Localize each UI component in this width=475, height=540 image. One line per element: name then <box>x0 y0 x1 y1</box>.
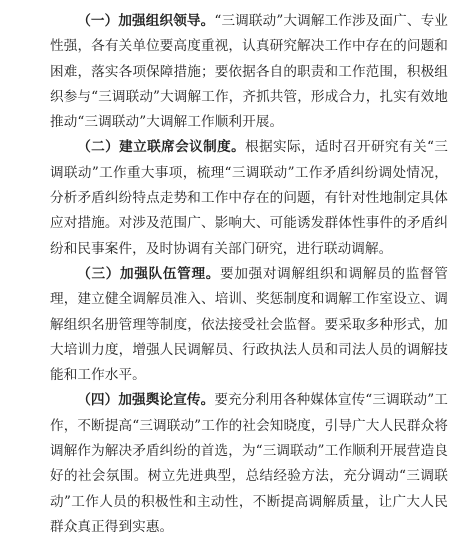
section-2-body: 根据实际，适时召开研究有关“三调联动”工作重大事项，梳理“三调联动”工作矛盾纠纷调处情况，分析矛盾纠纷特点走势和工作中存在的问题，有针对性地制定具体应对措施。对涉及范围广、影响大、可能诱发群体性事件的矛盾纠纷和民事案件，及时协调有关部门研究，进行联动调解。 <box>50 139 448 257</box>
section-2-heading: （二）建立联席会议制度。 <box>77 139 246 156</box>
document-page <box>50 9 448 540</box>
section-3 <box>50 262 448 388</box>
section-4-heading: （四）加强舆论宣传。 <box>77 392 215 409</box>
section-1 <box>50 9 448 135</box>
section-1-heading: （一）加强组织领导。 <box>77 13 215 29</box>
section-4 <box>50 388 448 540</box>
section-2 <box>50 135 448 261</box>
section-3-body: 要加强对调解组织和调解员的监督管理，建立健全调解员准入、培训、奖惩制度和调解工作室设立、调解组织名册管理等制度，依法接受社会监督。要采取多种形式，加大培训力度，增强人民调解员、行政执法人员和司法人员的调解技能和工作水平。 <box>50 265 448 384</box>
section-1-body: “三调联动”大调解工作涉及面广、专业性强，各有关单位要高度重视，认真研究解决工作中存在的问题和困难，落实各项保障措施；要依据各自的职责和工作范围，积极组织参与“三调联动”大调解工作，齐抓共管，形成合力，扎实有效地推动“三调联动”大调解工作顺利开展。 <box>50 13 448 131</box>
section-3-heading: （三）加强队伍管理。 <box>77 265 221 282</box>
section-4-body: 要充分利用各种媒体宣传“三调联动”工作，不断提高“三调联动”工作的社会知晓度，引导广大人民群众将调解作为解决矛盾纠纷的首选，为“三调联动”工作顺利开展营造良好的社会氛围。树立先进典型，总结经验方法，充分调动“三调联动”工作人员的积极性和主动性，不断提高调解质量，让广大人民群众真正得到实惠。 <box>50 392 448 535</box>
